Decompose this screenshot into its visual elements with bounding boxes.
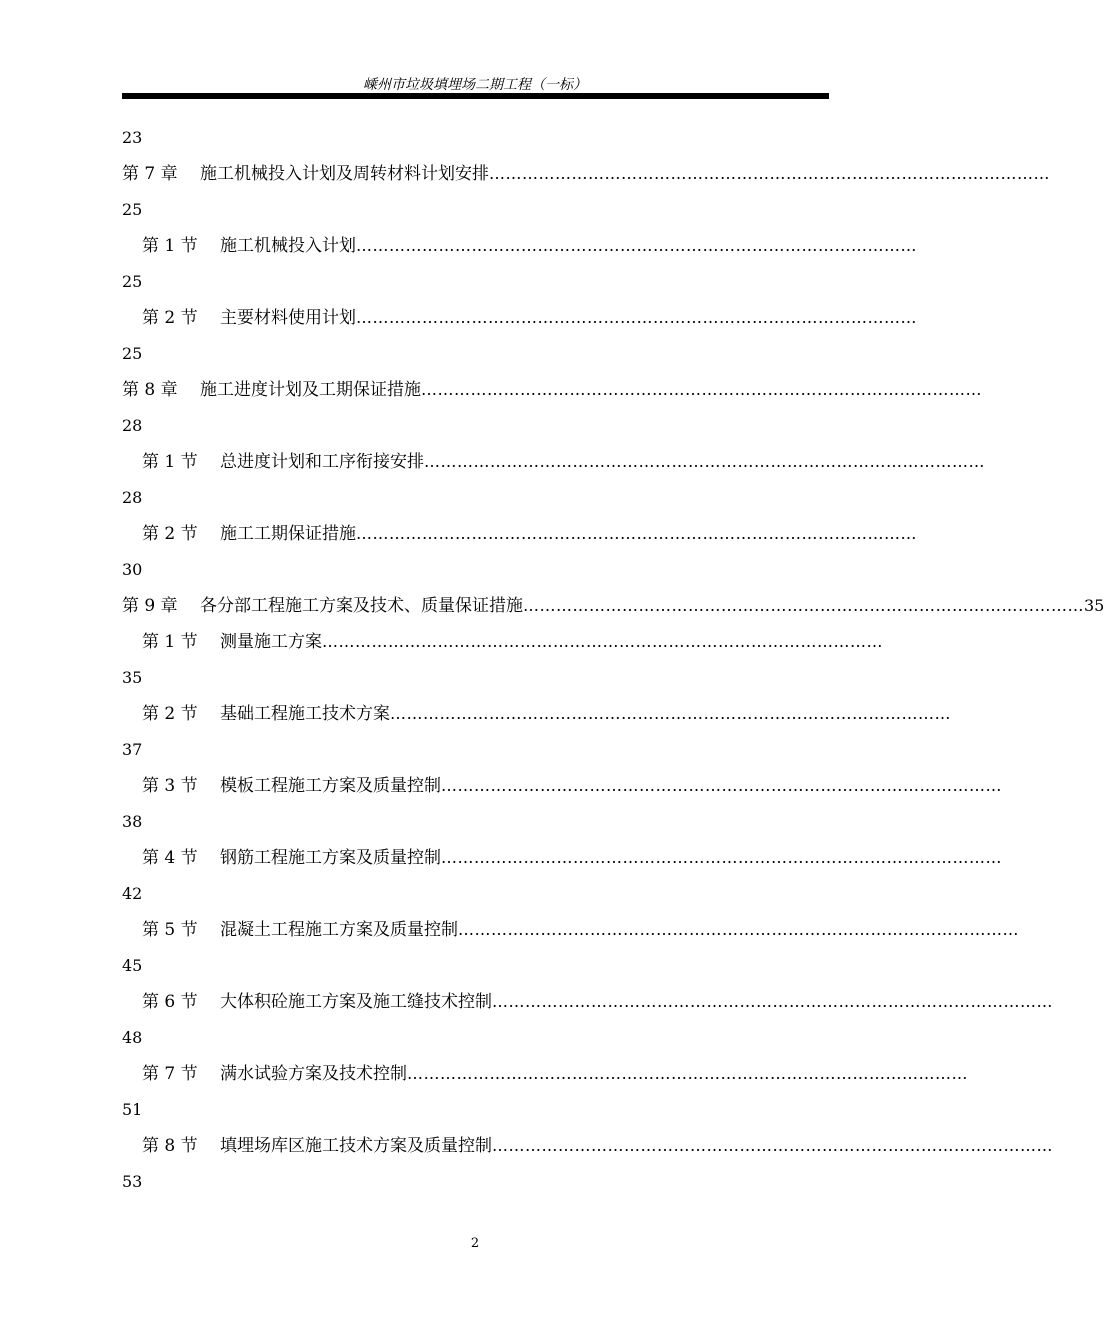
toc-entry-number: 第 4 节 [142,848,198,868]
toc-page-number-line: 53 [122,1172,143,1191]
toc-entry-label [142,844,441,872]
toc-dot-leader: ………………………………………………………………………………………… [424,452,985,471]
toc-entry-label [142,1132,492,1160]
toc-page-number-line: 45 [122,956,143,975]
toc-entry-title: 满水试验方案及技术控制 [220,1064,407,1084]
toc-chapter-entry[interactable] [122,160,1050,196]
toc-entry-title: 钢筋工程施工方案及质量控制 [220,848,441,868]
toc-dot-leader: ………………………………………………………………………………………… [356,524,917,543]
toc-entry-number: 第 9 章 [122,596,178,616]
toc-chapter-entry[interactable] [122,592,1104,628]
toc-section-entry[interactable] [122,628,883,664]
toc-page-number-line: 51 [122,1100,143,1119]
toc-section-entry[interactable] [122,232,917,268]
toc-dot-leader: ………………………………………………………………………………………… [356,308,917,327]
toc-entry-label [142,700,390,728]
toc-entry-label [142,448,424,476]
toc-page-number-line: 23 [122,128,143,147]
toc-entry-number: 第 8 章 [122,380,178,400]
toc-page-number-line: 38 [122,812,143,831]
toc-entry-label [142,1060,407,1088]
toc-entry-label [122,160,489,188]
toc-dot-leader: ………………………………………………………………………………………… [322,632,883,651]
header-rule [122,93,829,99]
toc-page-number-line: 48 [122,1028,143,1047]
toc-entry-label [142,232,356,260]
toc-entry-title: 测量施工方案 [220,632,322,652]
toc-dot-leader: ………………………………………………………………………………………… [492,992,1053,1011]
toc-entry-number: 第 3 节 [142,776,198,796]
toc-section-entry[interactable] [122,700,951,736]
toc-page-number-line: 37 [122,740,143,759]
toc-page-number-line: 28 [122,416,143,435]
toc-entry-title: 主要材料使用计划 [220,308,356,328]
toc-entry-title: 混凝土工程施工方案及质量控制 [220,920,458,940]
toc-entry-label [122,376,421,404]
toc-entry-number: 第 5 节 [142,920,198,940]
toc-entry-title: 各分部工程施工方案及技术、质量保证措施 [200,596,523,616]
toc-section-entry[interactable] [122,988,1053,1024]
toc-dot-leader: ………………………………………………………………………………………… [390,704,951,723]
toc-dot-leader: ………………………………………………………………………………………… [421,380,982,399]
toc-entry-number: 第 2 节 [142,524,198,544]
toc-entry-label [122,592,523,620]
toc-dot-leader: ………………………………………………………………………………………… [492,1136,1053,1155]
toc-page-number-line: 42 [122,884,143,903]
toc-section-entry[interactable] [122,1132,1053,1168]
toc-section-entry[interactable] [122,520,917,556]
toc-entry-number: 第 7 节 [142,1064,198,1084]
toc-entry-label [142,988,492,1016]
toc-page-number-line: 25 [122,200,143,219]
toc-entry-number: 第 2 节 [142,704,198,724]
toc-dot-leader: ………………………………………………………………………………………… [407,1064,968,1083]
toc-entry-title: 施工工期保证措施 [220,524,356,544]
page-number: 2 [470,1236,480,1251]
toc-entry-title: 填埋场库区施工技术方案及质量控制 [220,1136,492,1156]
toc-section-entry[interactable] [122,448,985,484]
toc-entry-label [142,772,441,800]
toc-section-entry[interactable] [122,304,917,340]
toc-entry-title: 模板工程施工方案及质量控制 [220,776,441,796]
toc-dot-leader: ………………………………………………………………………………………… [441,776,1002,795]
toc-entry-number: 第 6 节 [142,992,198,1012]
toc-entry-number: 第 1 节 [142,632,198,652]
toc-dot-leader: ………………………………………………………………………………………… [356,236,917,255]
toc-entry-number: 第 1 节 [142,452,198,472]
toc-entry-label [142,916,458,944]
toc-dot-leader: ………………………………………………………………………………………… [523,596,1084,615]
toc-entry-title: 施工进度计划及工期保证措施 [200,380,421,400]
toc-entry-title: 总进度计划和工序衔接安排 [220,452,424,472]
toc-entry-number: 第 1 节 [142,236,198,256]
toc-chapter-entry[interactable] [122,376,982,412]
toc-entry-number: 第 7 章 [122,164,178,184]
toc-dot-leader: ………………………………………………………………………………………… [441,848,1002,867]
table-of-contents [122,124,1104,1204]
toc-entry-title: 大体积砼施工方案及施工缝技术控制 [220,992,492,1012]
toc-entry-number: 第 2 节 [142,308,198,328]
toc-page-number-line: 30 [122,560,143,579]
toc-page-number-line: 28 [122,488,143,507]
toc-dot-leader: ………………………………………………………………………………………… [489,164,1050,183]
toc-page-number-line: 35 [122,668,143,687]
toc-page-number-line: 25 [122,344,143,363]
toc-entry-label [142,304,356,332]
toc-dot-leader: ………………………………………………………………………………………… [458,920,1019,939]
toc-entry-number: 第 8 节 [142,1136,198,1156]
toc-section-entry[interactable] [122,1060,968,1096]
toc-entry-title: 施工机械投入计划 [220,236,356,256]
toc-section-entry[interactable] [122,916,1019,952]
toc-entry-label [142,520,356,548]
toc-section-entry[interactable] [122,844,1002,880]
toc-page-number-line: 25 [122,272,143,291]
toc-section-entry[interactable] [122,772,1002,808]
toc-entry-label [142,628,322,656]
toc-entry-title: 施工机械投入计划及周转材料计划安排 [200,164,489,184]
toc-entry-page: 35 [1084,596,1104,615]
toc-entry-title: 基础工程施工技术方案 [220,704,390,724]
running-header-title: 嵊州市垃圾填埋场二期工程（一标） [363,77,587,93]
